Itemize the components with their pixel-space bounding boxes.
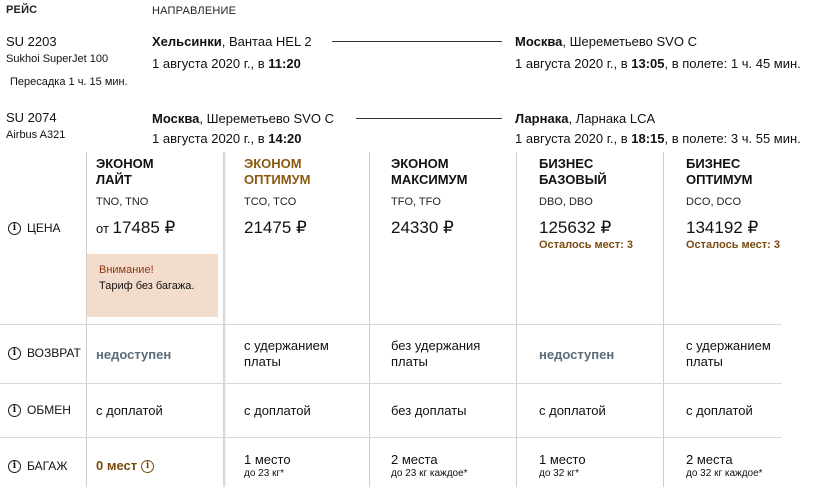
fare-name: ЛАЙТ [96,172,132,187]
aircraft-type: Sukhoi SuperJet 100 [6,53,109,65]
fare-name: ЭКОНОМ [244,156,302,171]
departure-city: Хельсинки, Вантаа HEL 2 [152,34,312,49]
flight-number: SU 2203 [6,34,57,49]
fare-name: БИЗНЕС [539,156,594,171]
price-economy-lite[interactable]: от 17485 ₽ [96,218,176,237]
fare-code: TCO, TCO [244,196,297,208]
warning-title: Внимание! [99,264,154,276]
exchange-business-optimum: с доплатой [686,403,753,418]
fare-header-business-optimum[interactable] [686,156,753,208]
refund-economy-maximum: без удержания платы [391,338,481,369]
row-divider [0,383,782,384]
row-label-price: i ЦЕНА [8,221,61,235]
fare-name: МАКСИМУМ [391,172,468,187]
price-economy-optimum[interactable]: 21475 ₽ [244,218,307,237]
price-business-optimum[interactable]: 134192 ₽ [686,218,759,237]
seats-left: Осталось мест: 3 [686,239,780,251]
warning-text: Тариф без багажа. [99,280,195,292]
seats-left: Осталось мест: 3 [539,239,633,251]
direction-column-header: НАПРАВЛЕНИЕ [152,5,237,17]
fare-name: БИЗНЕС [686,156,741,171]
refund-economy-optimum: с удержанием платы [244,338,329,369]
info-icon[interactable]: i [8,460,21,473]
row-label-refund: i ВОЗВРАТ [8,346,81,360]
baggage-business-optimum: 2 места до 32 кг каждое* [686,452,763,479]
row-label-exchange: i ОБМЕН [8,403,71,417]
baggage-economy-optimum: 1 место до 23 кг* [244,452,291,479]
route-line [332,41,502,42]
departure-datetime: 1 августа 2020 г., в 11:20 [152,56,301,71]
fare-header-economy-lite[interactable] [96,156,154,208]
info-icon[interactable]: i [8,404,21,417]
fare-header-economy-maximum[interactable] [391,156,467,208]
row-divider [0,437,782,438]
baggage-economy-lite: 0 мест i [96,458,154,474]
fare-code: TFO, TFO [391,196,441,208]
row-label-baggage: i БАГАЖ [8,459,67,473]
baggage-economy-maximum: 2 места до 23 кг каждое* [391,452,468,479]
fare-code: DCO, DCO [686,196,741,208]
info-icon[interactable]: i [8,222,21,235]
exchange-economy-lite: с доплатой [96,403,163,418]
exchange-economy-optimum: с доплатой [244,403,311,418]
arrival-datetime: 1 августа 2020 г., в 18:15, в полете: 3 ч. 55 мин. [515,131,801,146]
arrival-city: Москва, Шереметьево SVO C [515,34,697,49]
info-icon[interactable]: i [8,347,21,360]
row-divider [0,324,782,325]
refund-business-optimum: с удержанием платы [686,338,771,369]
route-line [356,118,502,119]
fare-header-economy-optimum[interactable] [244,156,311,208]
info-icon[interactable]: i [141,460,154,473]
exchange-business-basic: с доплатой [539,403,606,418]
transfer-info: Пересадка 1 ч. 15 мин. [10,76,128,88]
fare-name: ЭКОНОМ [391,156,449,171]
price-economy-maximum[interactable]: 24330 ₽ [391,218,454,237]
departure-city: Москва, Шереметьево SVO C [152,111,334,126]
baggage-business-basic: 1 место до 32 кг* [539,452,586,479]
departure-datetime: 1 августа 2020 г., в 14:20 [152,131,302,146]
refund-economy-lite: недоступен [96,347,172,362]
fare-name: БАЗОВЫЙ [539,172,607,187]
arrival-datetime: 1 августа 2020 г., в 13:05, в полете: 1 ч. 45 мин. [515,56,801,71]
fare-name: ЭКОНОМ [96,156,154,171]
fare-code: DBO, DBO [539,196,593,208]
arrival-city: Ларнака, Ларнака LCA [515,111,656,126]
fare-name: ОПТИМУМ [686,172,753,187]
flight-number: SU 2074 [6,110,57,125]
fare-header-business-basic[interactable] [539,156,607,208]
fare-name: ОПТИМУМ [244,172,311,187]
no-baggage-warning [87,254,218,317]
exchange-economy-maximum: без доплаты [391,403,467,418]
fare-code: TNO, TNO [96,196,149,208]
aircraft-type: Airbus A321 [6,129,66,141]
price-business-basic[interactable]: 125632 ₽ [539,218,612,237]
flight-column-header: РЕЙС [6,4,38,16]
refund-business-basic: недоступен [539,347,615,362]
